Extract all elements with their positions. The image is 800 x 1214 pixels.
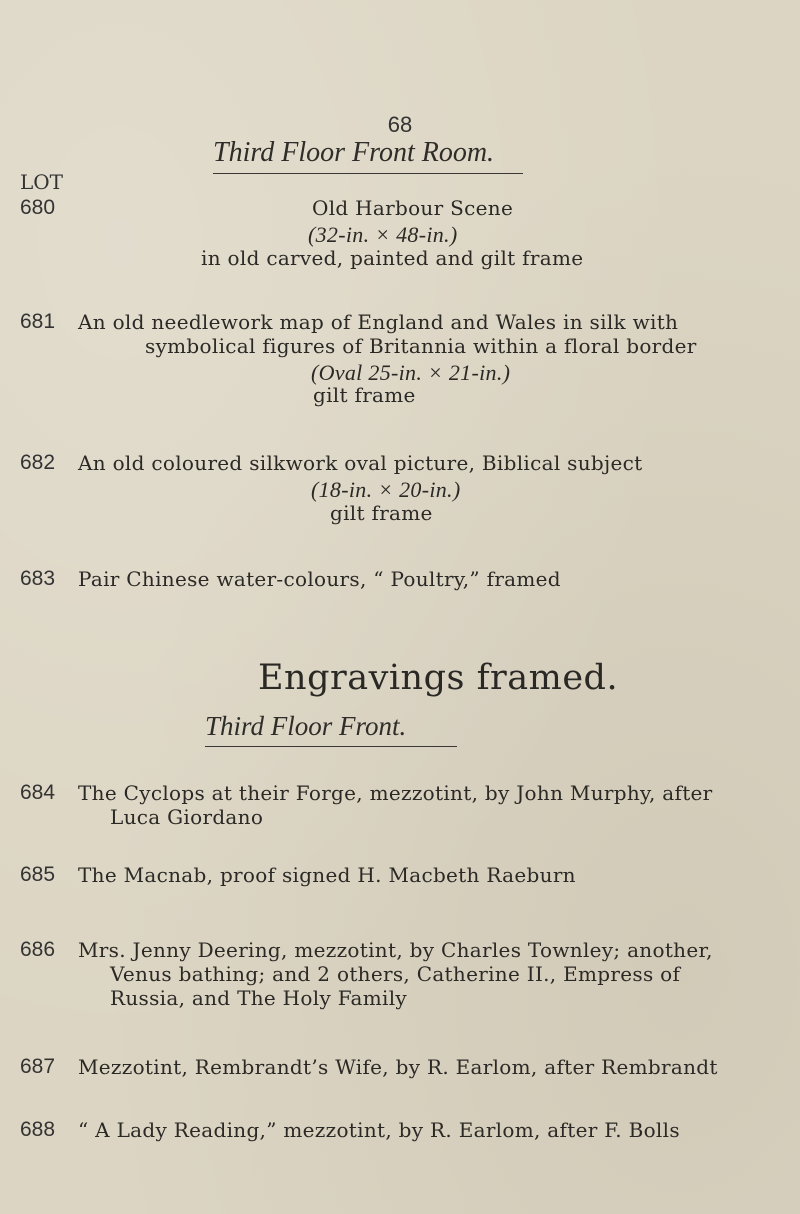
lot-number: 688 — [20, 1118, 56, 1141]
lot-description-line: Luca Giordano — [110, 805, 264, 829]
lot-description-line: Venus bathing; and 2 others, Catherine II., Empress of — [110, 962, 681, 986]
lot-description-line: Old Harbour Scene — [312, 196, 514, 220]
lot-description-line: Mezzotint, Rembrandt’s Wife, by R. Earlom, after Rembrandt — [78, 1055, 718, 1079]
lot-dimensions: (Oval 25-in. × 21-in.) — [311, 360, 511, 385]
section-title-floor: Third Floor Front. — [205, 711, 407, 741]
lot-number: 685 — [20, 863, 56, 886]
lot-number: 683 — [20, 567, 56, 590]
lot-number: 687 — [20, 1055, 56, 1078]
lot-description-line: The Macnab, proof signed H. Macbeth Raeburn — [78, 863, 576, 887]
section-title-underline — [205, 746, 457, 747]
lot-description-line: in old carved, painted and gilt frame — [201, 246, 584, 270]
lot-number: 682 — [20, 451, 56, 474]
lot-description-line: “ A Lady Reading,” mezzotint, by R. Earlom, after F. Bolls — [78, 1118, 680, 1142]
lot-description-line: Pair Chinese water-colours, “ Poultry,” framed — [78, 567, 561, 591]
lot-column-header: LOT — [20, 170, 64, 194]
lot-description-line: An old coloured silkwork oval picture, Biblical subject — [78, 451, 643, 475]
lot-description-line: Mrs. Jenny Deering, mezzotint, by Charles Townley; another, — [78, 938, 713, 962]
lot-description-line: An old needlework map of England and Wales in silk with — [78, 310, 679, 334]
lot-dimensions: (32-in. × 48-in.) — [308, 222, 458, 247]
lot-number: 686 — [20, 938, 56, 961]
lot-description-line: gilt frame — [330, 501, 433, 525]
lot-description-line: The Cyclops at their Forge, mezzotint, by John Murphy, after — [78, 781, 713, 805]
lot-dimensions: (18-in. × 20-in.) — [311, 477, 461, 502]
page-number: 68 — [387, 112, 413, 137]
engravings-heading: Engravings framed. — [258, 658, 619, 698]
lot-description-line: Russia, and The Holy Family — [110, 986, 408, 1010]
lot-number: 680 — [20, 196, 56, 219]
lot-number: 681 — [20, 310, 56, 333]
lot-description-line: symbolical figures of Britannia within a floral border — [145, 334, 697, 358]
lot-description-line: gilt frame — [313, 383, 416, 407]
lot-number: 684 — [20, 781, 56, 804]
section-title-underline — [213, 173, 523, 174]
section-title-room: Third Floor Front Room. — [213, 137, 495, 168]
